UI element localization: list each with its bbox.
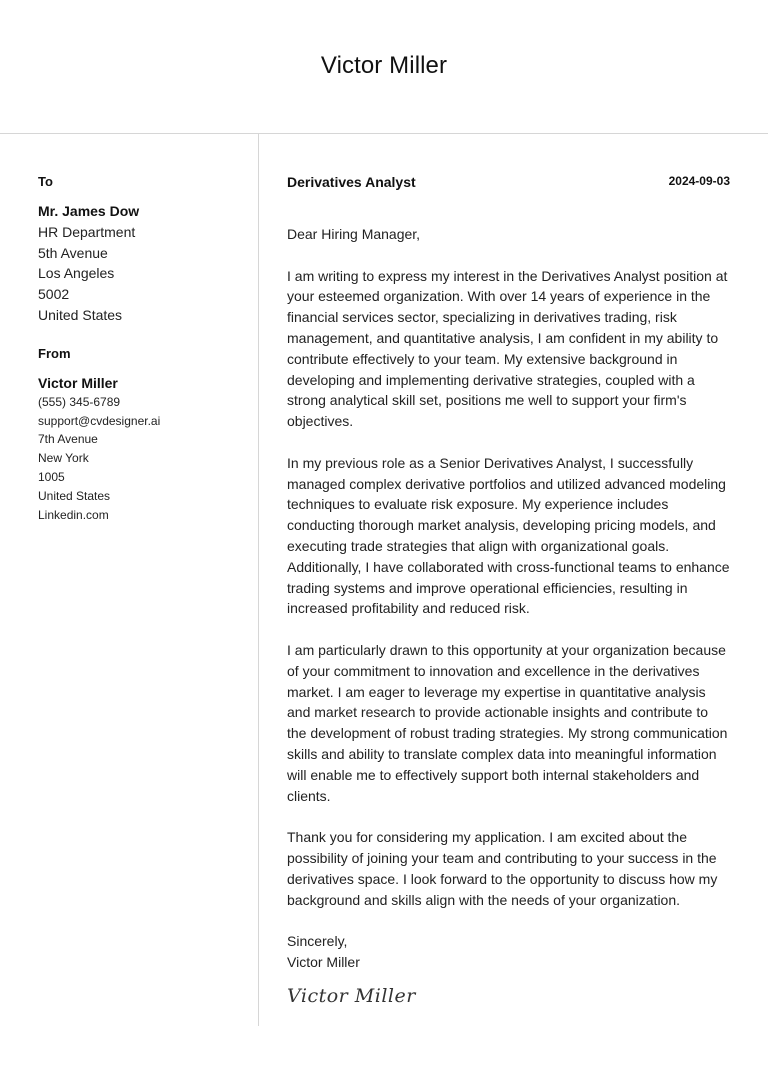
sender-website: Linkedin.com xyxy=(38,507,109,522)
sender-country: United States xyxy=(38,488,111,503)
sender-email: support@cvdesigner.ai xyxy=(38,413,161,428)
sender-city: New York xyxy=(38,451,89,466)
column-divider xyxy=(258,134,259,1026)
sender-postal-code: 1005 xyxy=(38,469,65,484)
recipient-name: Mr. James Dow xyxy=(38,203,140,219)
paragraph: I am writing to express my interest in the Derivatives Analyst position at your esteemed organization. With over 14 years of experience in the financial services sector, specializing in derivatives trading, risk management, and quantitative analysis, I am confident in my ability to contribute effectively to your team. My extensive background in developing and implementing derivative strategies, coupled with a strong analytical skill set, positions me well to support your firm's objectives. xyxy=(287,267,728,430)
paragraph: Thank you for considering my application. I am excited about the possibility of joining your team and contributing to your success in the derivatives space. I look forward to the opportunity to discuss how my background and skills align with the needs of your organization. xyxy=(287,829,718,908)
sidebar xyxy=(38,174,248,524)
recipient-street: 5th Avenue xyxy=(38,244,108,261)
paragraph: I am particularly drawn to this opportunity at your organization because of your commitment to innovation and excellence in the derivatives market. I am eager to leverage my expertise in quantitative analysis and market research to provide actionable insights and contribute to the development of robust trading strategies. My strong communication skills and ability to translate complex data into meaningful information will enable me to effectively support both internal stakeholders and clients. xyxy=(287,641,728,804)
sender-label: From xyxy=(38,345,71,361)
sender-block xyxy=(38,346,248,525)
recipient-department: HR Department xyxy=(38,223,136,240)
recipient-country: United States xyxy=(38,306,123,323)
paragraph: In my previous role as a Senior Derivatives Analyst, I successfully managed complex derivative portfolios and utilized advanced modeling techniques to evaluate risk exposure. My experience includes conducting thorough market analysis, developing pricing models, and executing trade strategies that align with organizational goals. Additionally, I have collaborated with cross-functional teams to enhance trading systems and improve operational efficiencies, resulting in increased profitability and reduced risk. xyxy=(287,454,730,617)
recipient-block xyxy=(38,174,248,326)
sender-name: Victor Miller xyxy=(38,374,118,391)
sender-street: 7th Avenue xyxy=(38,432,98,447)
greeting: Dear Hiring Manager, xyxy=(287,226,421,242)
recipient-city: Los Angeles xyxy=(38,265,115,282)
letter-body xyxy=(287,174,730,1007)
signature: Victor Miller xyxy=(287,984,416,1007)
job-title: Derivatives Analyst xyxy=(287,174,416,190)
closing-salutation: Sincerely, xyxy=(287,933,348,950)
closing-name: Victor Miller xyxy=(287,953,360,970)
letter-heading xyxy=(287,174,730,192)
sender-phone: (555) 345-6789 xyxy=(38,394,121,409)
letter-date: 2024-09-03 xyxy=(668,174,730,188)
recipient-label: To xyxy=(38,174,53,189)
closing-block xyxy=(287,931,730,973)
page-title: Victor Miller xyxy=(320,52,448,79)
header xyxy=(0,0,768,134)
recipient-postal-code: 5002 xyxy=(38,286,70,303)
